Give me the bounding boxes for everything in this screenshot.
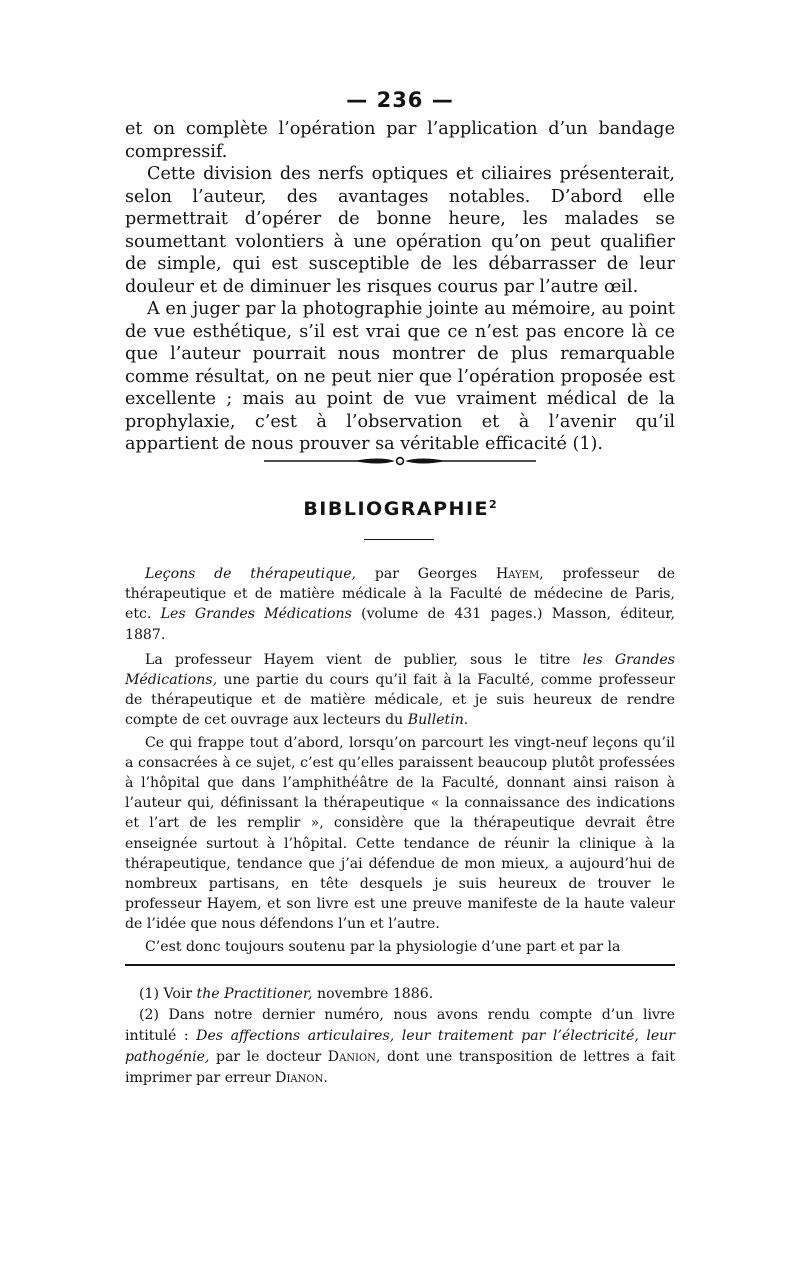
- heading-rule: [364, 539, 434, 540]
- footnote-text: dont une transposition de lettres a fait imprimer par erreur: [125, 1049, 675, 1086]
- review-paragraph: Ce qui frappe tout d’abord, lorsqu’on parcourt les vingt-neuf leçons qu’il a consacrées à ce sujet, c’est qu’elles paraissent beaucoup plutôt professées à l’hôpital que dans l’amphithéâtre de la Faculté, donnant ainsi raison à l’auteur qui, définissant la thérapeutique « la connaissance des indications et l’art de les remplir », considère que la thérapeutique devrait être enseignée surtout à l’hôpital. Cette tendance de réunir la clinique à la thérapeutique, tendance que j’ai défendue de mon mieux, a aujourd’hui de nombreux partisans, en tête desquels je suis heureux de trouver le professeur Hayem, et son livre est une preuve manifeste de la haute valeur de l’idée que nous défendons l’un et l’autre.: [125, 734, 675, 933]
- paragraph: A en juger par la photographie jointe au mémoire, au point de vue esthétique, s’il est vrai que ce n’est pas encore là ce que l’auteur pourrait nous montrer de plus remarquable comme résultat, on ne peut nier que l’opération proposée est excellente ; mais au point de vue vraiment médical de la prophylaxie, c’est à l’observation et à l’avenir qu’il appartient de nous prouver sa véritable efficacité (1).: [125, 299, 675, 454]
- footnotes: [125, 984, 675, 1089]
- book-title: Leçons de thérapeutique,: [145, 566, 357, 582]
- footnote-rule: [125, 964, 675, 966]
- paragraph: et on complète l’opération par l’application d’un bandage compressif.: [125, 119, 675, 162]
- section-title-text: BIBLIOGRAPHIE: [303, 498, 489, 520]
- review-text: La professeur Hayem vient de publier, sous le titre: [145, 651, 583, 668]
- paragraph: Cette division des nerfs optiques et ciliaires présenterait, selon l’auteur, des avantages notables. D’abord elle permettrait d’opérer de bonne heure, les malades se soumettant volontiers à une opération qu’on peut qualifier de simple, qui est susceptible de les débarrasser de leur douleur et de diminuer les risques courus par l’autre œil.: [125, 164, 675, 297]
- entry-text: professeur de thérapeutique et de matière médicale à la Faculté de médecine de Paris, etc.: [125, 566, 675, 623]
- footnote-text: (2) Dans notre dernier numéro, nous avons rendu compte d’un livre intitulé :: [125, 1007, 675, 1044]
- journal-title: the Practitioner,: [196, 986, 313, 1002]
- author-name: Hayem,: [495, 566, 544, 582]
- footnote-text: (1) Voir: [139, 986, 197, 1002]
- section-heading: [0, 498, 800, 520]
- misprinted-name: Dianon.: [275, 1070, 328, 1086]
- review-paragraph: [125, 650, 675, 731]
- body-text: [125, 118, 675, 456]
- footnote-text: par le docteur: [209, 1049, 328, 1065]
- footnote-2: [125, 1005, 675, 1089]
- footnote-text: novembre 1886.: [312, 986, 434, 1002]
- ornamental-divider: [264, 454, 536, 468]
- footnote-marker: 2: [489, 498, 497, 511]
- bibliography-section: [125, 564, 675, 959]
- review-paragraph: C’est donc toujours soutenu par la physiologie d’une part et par la: [145, 938, 621, 955]
- publication-info: (volume de 431 pages.) Masson, éditeur, 1887.: [125, 606, 675, 643]
- entry-text: par Georges: [356, 566, 496, 582]
- book-title: Les Grandes Médications: [160, 606, 352, 623]
- journal-title: Bulletin.: [407, 712, 469, 729]
- review-text: une partie du cours qu’il fait à la Faculté, comme professeur de thérapeutique et de matière médicale, et je suis heureux de rendre compte de cet ouvrage aux lecteurs du: [125, 672, 675, 729]
- author-name: Danion,: [327, 1049, 381, 1065]
- bibliography-entry: [125, 564, 675, 645]
- book-title: Des affections articulaires, leur traitement par l’électricité, leur pathogénie,: [125, 1028, 675, 1065]
- page-number: — 236 —: [346, 88, 454, 112]
- book-title: les Grandes Médications,: [125, 651, 675, 689]
- footnote-1: [125, 984, 675, 1005]
